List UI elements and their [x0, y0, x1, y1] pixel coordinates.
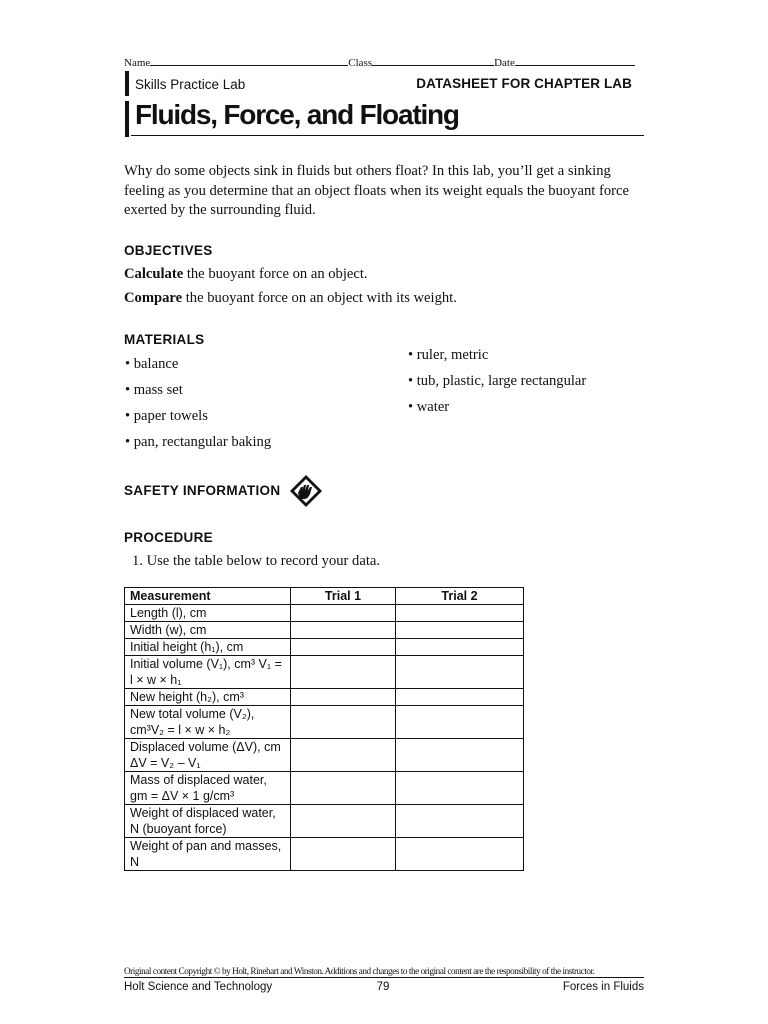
table-row	[125, 656, 524, 689]
table-row	[125, 838, 524, 871]
procedure-heading: PROCEDURE	[124, 530, 213, 545]
intro-paragraph: Why do some objects sink in fluids but others float? In this lab, you’ll get a sinking feeling as you determine that an object floats when its weight equals the buoyant force exerted by the surrounding fluid.	[124, 163, 629, 218]
objective-verb: Compare	[124, 290, 183, 306]
trial-1-cell[interactable]	[291, 622, 396, 639]
data-table	[124, 587, 524, 871]
table-row	[125, 689, 524, 706]
page-title: Fluids, Force, and Floating	[135, 99, 459, 130]
material-item: • pan, rectangular baking	[125, 434, 272, 450]
class-label: Class	[348, 57, 373, 69]
trial-2-cell[interactable]	[396, 689, 524, 706]
table-header-measurement: Measurement	[125, 588, 291, 605]
trial-2-cell[interactable]	[396, 805, 524, 838]
table-header-row	[125, 588, 524, 605]
table-row	[125, 772, 524, 805]
materials-heading: MATERIALS	[124, 332, 205, 347]
measurement-cell: Initial height (h₁), cm	[125, 639, 291, 656]
trial-2-cell[interactable]	[396, 639, 524, 656]
objectives-heading: OBJECTIVES	[124, 243, 213, 258]
trial-1-cell[interactable]	[291, 772, 396, 805]
objective-item	[124, 290, 457, 307]
table-row	[125, 605, 524, 622]
trial-1-cell[interactable]	[291, 739, 396, 772]
copyright-notice: Original content Copyright © by Holt, Rinehart and Winston. Additions and changes to the original content are the responsibility of the instructor.	[124, 966, 595, 976]
measurement-cell: Length (l), cm	[125, 605, 291, 622]
table-row	[125, 706, 524, 739]
table-row	[125, 639, 524, 656]
trial-1-cell[interactable]	[291, 639, 396, 656]
safety-heading: SAFETY INFORMATION	[124, 483, 281, 498]
table-header-trial-1: Trial 1	[291, 588, 396, 605]
name-class-date-line	[124, 55, 644, 69]
material-item: • ruler, metric	[408, 347, 489, 363]
trial-1-cell[interactable]	[291, 689, 396, 706]
material-item: • tub, plastic, large rectangular	[408, 373, 587, 389]
trial-2-cell[interactable]	[396, 605, 524, 622]
lab-type-label: Skills Practice Lab	[135, 77, 246, 92]
table-row	[125, 805, 524, 838]
table-header-trial-2: Trial 2	[396, 588, 524, 605]
trial-1-cell[interactable]	[291, 706, 396, 739]
table-row	[125, 622, 524, 639]
date-label: Date	[494, 57, 515, 69]
objective-item	[124, 266, 368, 283]
objective-text: the buoyant force on an object with its weight.	[182, 290, 457, 306]
date-blank	[515, 55, 635, 66]
material-item: • paper towels	[125, 408, 208, 424]
page-number: 79	[376, 981, 390, 993]
footer-chapter: Forces in Fluids	[562, 981, 644, 993]
measurement-cell: Width (w), cm	[125, 622, 291, 639]
material-item: • balance	[125, 356, 179, 372]
table-row	[125, 739, 524, 772]
name-blank	[150, 55, 348, 66]
trial-1-cell[interactable]	[291, 656, 396, 689]
title-bar	[125, 101, 129, 137]
class-blank	[372, 55, 494, 66]
trial-2-cell[interactable]	[396, 656, 524, 689]
procedure-step: 1. Use the table below to record your data.	[132, 553, 381, 569]
objective-verb: Calculate	[124, 266, 184, 282]
footer-rule	[124, 977, 644, 978]
trial-2-cell[interactable]	[396, 706, 524, 739]
material-item: • water	[408, 399, 450, 415]
trial-2-cell[interactable]	[396, 772, 524, 805]
title-rule	[131, 135, 644, 136]
hand-safety-icon	[289, 474, 323, 508]
measurement-cell: Initial volume (V₁), cm³ V₁ = l × w × h₁	[125, 656, 291, 689]
measurement-cell: Weight of displaced water, N (buoyant force)	[125, 805, 291, 838]
trial-2-cell[interactable]	[396, 622, 524, 639]
objective-text: the buoyant force on an object.	[183, 266, 368, 282]
datasheet-label: DATASHEET FOR CHAPTER LAB	[416, 76, 632, 91]
measurement-cell: Displaced volume (ΔV), cm ΔV = V₂ – V₁	[125, 739, 291, 772]
trial-1-cell[interactable]	[291, 805, 396, 838]
measurement-cell: Mass of displaced water, gm = ΔV × 1 g/cm³	[125, 772, 291, 805]
footer-publisher: Holt Science and Technology	[124, 981, 273, 993]
name-label: Name	[124, 57, 151, 69]
trial-2-cell[interactable]	[396, 739, 524, 772]
measurement-cell: Weight of pan and masses, N	[125, 838, 291, 871]
material-item: • mass set	[125, 382, 183, 398]
trial-2-cell[interactable]	[396, 838, 524, 871]
measurement-cell: New total volume (V₂), cm³V₂ = l × w × h₂	[125, 706, 291, 739]
trial-1-cell[interactable]	[291, 605, 396, 622]
measurement-cell: New height (h₂), cm³	[125, 689, 291, 706]
trial-1-cell[interactable]	[291, 838, 396, 871]
header-bar	[125, 71, 129, 96]
